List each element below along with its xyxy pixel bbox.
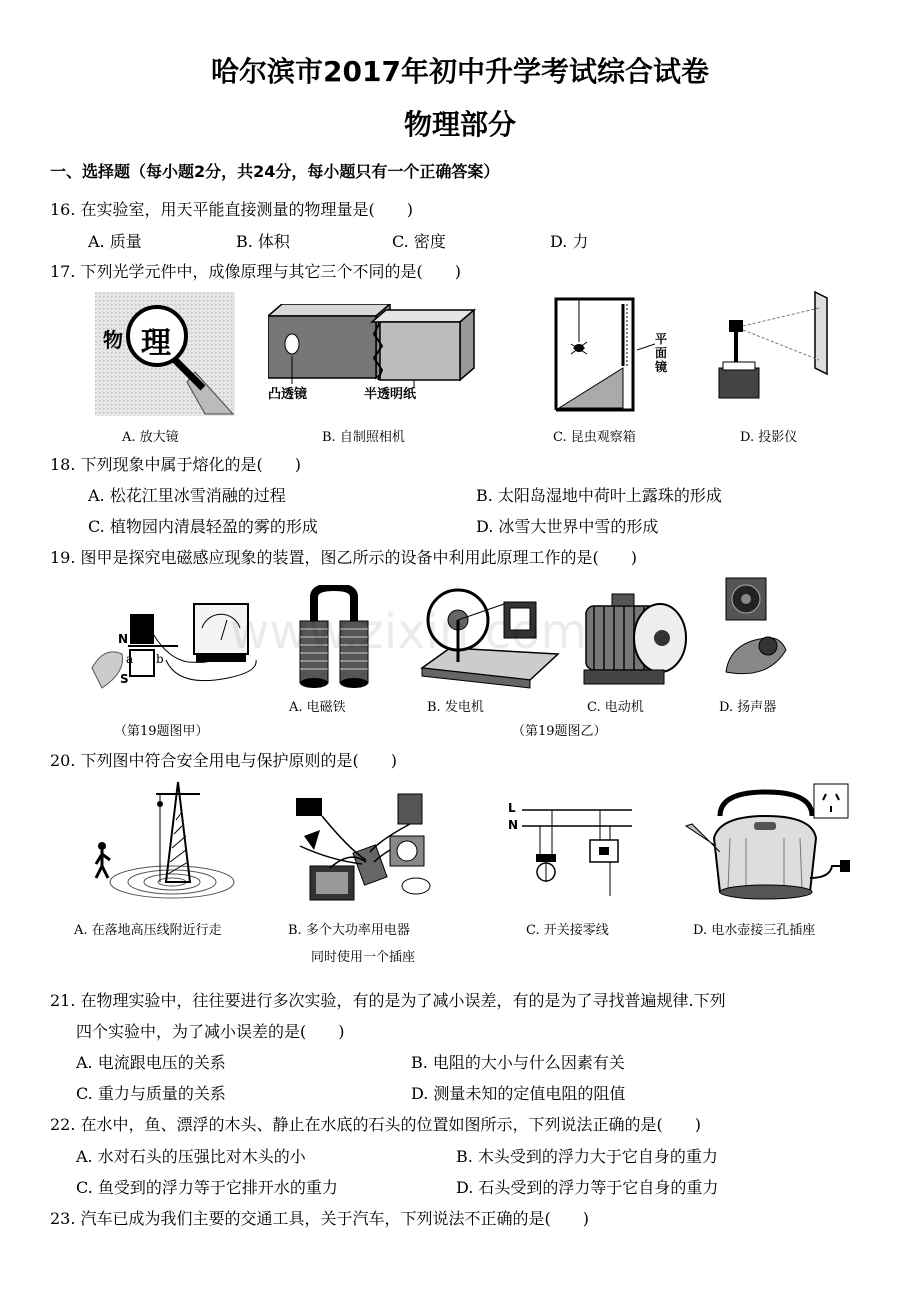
- q18-stem: 18. 下列现象中属于熔化的是( ): [50, 455, 302, 474]
- projector-figure: [715, 290, 830, 405]
- q19-stem: 19. 图甲是探究电磁感应现象的装置，图乙所示的设备中利用此原理工作的是( ): [50, 548, 638, 567]
- kettle-figure: [680, 782, 852, 906]
- q20-stem: 20. 下列图中符合安全用电与保护原则的是( ): [50, 751, 398, 770]
- q21-option-c: C. 重力与质量的关系: [76, 1084, 226, 1103]
- convex-lens-label: 凸透镜: [268, 387, 308, 402]
- q23-stem: 23. 汽车已成为我们主要的交通工具，关于汽车，下列说法不正确的是( ): [50, 1209, 590, 1228]
- wire-a-label: a: [126, 652, 134, 666]
- q17-option-b: B. 自制照相机: [322, 430, 405, 445]
- speaker-figure: [720, 576, 790, 688]
- watermark: www.zixin.com: [230, 604, 588, 660]
- q21-option-b: B. 电阻的大小与什么因素有关: [411, 1053, 625, 1072]
- q17-option-a: A. 放大镜: [122, 430, 179, 445]
- q22-option-c: C. 鱼受到的浮力等于它排开水的重力: [76, 1178, 338, 1197]
- q20-option-d: D. 电水壶接三孔插座: [693, 923, 816, 938]
- q17-option-d: D. 投影仪: [740, 430, 798, 445]
- q22-option-a: A. 水对石头的压强比对木头的小: [76, 1147, 306, 1166]
- q17-stem: 17. 下列光学元件中，成像原理与其它三个不同的是( ): [50, 262, 462, 281]
- live-wire-label: L: [508, 801, 516, 815]
- pinhole-camera-figure: [268, 304, 478, 402]
- q16-stem: 16. 在实验室，用天平能直接测量的物理量是( ): [50, 200, 414, 219]
- q20-option-b-line2: 同时使用一个插座: [311, 950, 416, 965]
- q20-option-b: B. 多个大功率用电器: [288, 923, 410, 938]
- motor-figure: [578, 592, 690, 696]
- q20-option-c: C. 开关接零线: [526, 923, 609, 938]
- q22-option-b: B. 木头受到的浮力大于它自身的重力: [456, 1147, 718, 1166]
- q16-option-a: A. 质量: [88, 232, 142, 251]
- insect-box-figure: [553, 296, 668, 412]
- magnifier-word-left: 物: [103, 328, 123, 352]
- section-heading: 一、选择题（每小题2分，共24分，每小题只有一个正确答案）: [50, 162, 500, 181]
- switch-circuit-figure: [506, 800, 636, 900]
- q20-option-a: A. 在落地高压线附近行走: [74, 923, 222, 938]
- q19-option-c: C. 电动机: [587, 700, 644, 715]
- q19-option-d: D. 扬声器: [719, 700, 777, 715]
- q17-option-c: C. 昆虫观察箱: [553, 430, 636, 445]
- q18-option-b: B. 太阳岛湿地中荷叶上露珠的形成: [476, 486, 722, 505]
- magnet-s-label: S: [120, 672, 129, 686]
- q21-stem: 21. 在物理实验中，往往要进行多次实验，有的是为了减小误差，有的是为了寻找普遍规律.下列: [50, 991, 726, 1010]
- magnifier-figure: [95, 292, 235, 416]
- q18-option-a: A. 松花江里冰雪消融的过程: [88, 486, 286, 505]
- q21-option-d: D. 测量未知的定值电阻的阻值: [411, 1084, 626, 1103]
- q21-stem-line2: 四个实验中，为了减小误差的是( ): [76, 1022, 345, 1041]
- q21-option-a: A. 电流跟电压的关系: [76, 1053, 226, 1072]
- magnet-n-label: N: [118, 632, 129, 646]
- q19-caption-yi: （第19题图乙）: [512, 724, 607, 739]
- exam-title: 哈尔滨市2017年初中升学考试综合试卷: [211, 55, 709, 88]
- q19-option-b: B. 发电机: [427, 700, 484, 715]
- q18-option-c: C. 植物园内清晨轻盈的雾的形成: [88, 517, 318, 536]
- q19-option-a: A. 电磁铁: [289, 700, 346, 715]
- magnifier-word-right: 理: [141, 326, 171, 361]
- exam-subtitle: 物理部分: [403, 108, 516, 141]
- overloaded-socket-figure: [290, 790, 438, 910]
- q18-option-d: D. 冰雪大世界中雪的形成: [476, 517, 659, 536]
- q22-stem: 22. 在水中，鱼、漂浮的木头、静止在水底的石头的位置如图所示，下列说法正确的是( ): [50, 1115, 702, 1134]
- wire-b-label: b: [156, 652, 164, 666]
- plane-mirror-label: 平面镜: [655, 332, 668, 374]
- translucent-paper-label: 半透明纸: [364, 387, 417, 402]
- high-voltage-figure: [88, 778, 248, 900]
- q22-option-d: D. 石头受到的浮力等于它自身的重力: [456, 1178, 719, 1197]
- q16-option-c: C. 密度: [392, 232, 446, 251]
- neutral-wire-label: N: [508, 818, 519, 832]
- q16-option-b: B. 体积: [236, 232, 290, 251]
- q16-option-d: D. 力: [550, 232, 589, 251]
- q19-caption-jia: （第19题图甲）: [114, 724, 209, 739]
